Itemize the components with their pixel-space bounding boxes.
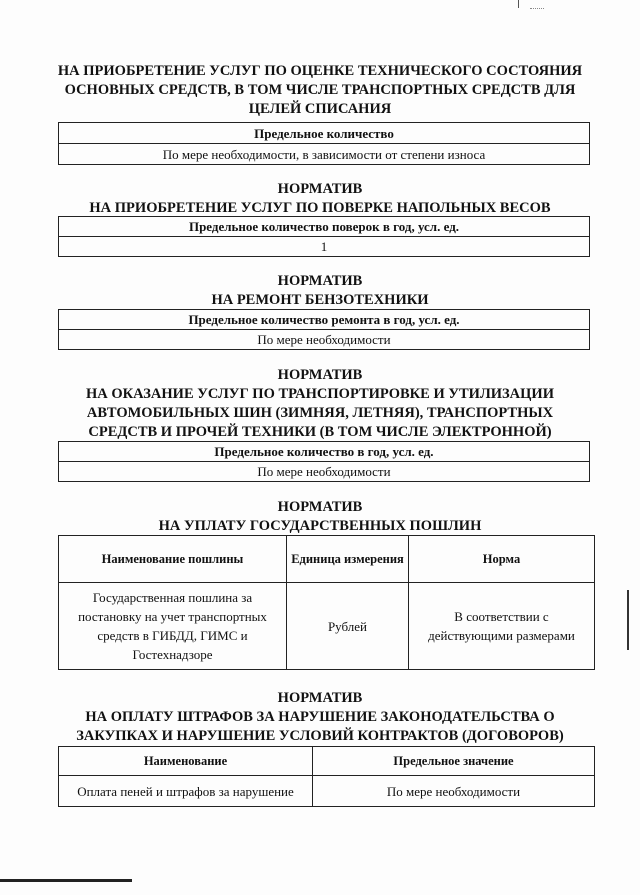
table-header-cell: Норма	[409, 536, 595, 583]
scan-artifact-top	[518, 0, 519, 8]
section-2-table	[58, 216, 590, 257]
table-cell: Оплата пеней и штрафов за нарушение	[59, 776, 313, 807]
table-header-cell: Единица измерения	[287, 536, 409, 583]
title-line: ОСНОВНЫХ СРЕДСТВ, В ТОМ ЧИСЛЕ ТРАНСПОРТНЫХ СРЕДСТВ ДЛЯ	[64, 82, 576, 98]
table-cell: Рублей	[287, 583, 409, 670]
title-line: НОРМАТИВ	[277, 273, 363, 289]
table-cell: По мере необходимости	[59, 330, 590, 350]
title-line: НА ПРИОБРЕТЕНИЕ УСЛУГ ПО ПОВЕРКЕ НАПОЛЬНЫХ ВЕСОВ	[89, 200, 551, 216]
table-row	[59, 776, 595, 807]
table-cell: По мере необходимости, в зависимости от степени износа	[59, 144, 590, 165]
table-header-cell: Наименование пошлины	[59, 536, 287, 583]
title-line: НОРМАТИВ	[277, 690, 363, 706]
title-line: НА РЕМОНТ БЕНЗОТЕХНИКИ	[211, 292, 429, 308]
table-cell: По мере необходимости	[59, 462, 590, 482]
title-line: НА УПЛАТУ ГОСУДАРСТВЕННЫХ ПОШЛИН	[158, 518, 482, 534]
section-6-table	[58, 746, 595, 807]
table-header-cell: Предельное количество в год, усл. ед.	[59, 442, 590, 462]
section-5-title	[40, 498, 600, 536]
section-4-title	[40, 366, 600, 442]
table-cell: В соответствии с действующими размерами	[409, 583, 595, 670]
section-2-title	[40, 180, 600, 218]
scan-artifact-bottom-line	[0, 879, 132, 882]
scan-artifact-dots	[530, 8, 544, 10]
title-line: НОРМАТИВ	[277, 499, 363, 515]
table-cell: По мере необходимости	[313, 776, 595, 807]
section-3-title	[40, 272, 600, 310]
table-header-cell: Наименование	[59, 747, 313, 776]
table-cell: Государственная пошлина за постановку на учет транспортных средств в ГИБДД, ГИМС и Гостехнадзоре	[59, 583, 287, 670]
title-line: АВТОМОБИЛЬНЫХ ШИН (ЗИМНЯЯ, ЛЕТНЯЯ), ТРАНСПОРТНЫХ	[86, 405, 554, 421]
section-5-table	[58, 535, 595, 670]
section-3-table	[58, 309, 590, 350]
title-line: НОРМАТИВ	[277, 181, 363, 197]
table-header-cell: Предельное значение	[313, 747, 595, 776]
title-line: ЦЕЛЕЙ СПИСАНИЯ	[248, 101, 392, 117]
section-4-table	[58, 441, 590, 482]
title-line: НА ПРИОБРЕТЕНИЕ УСЛУГ ПО ОЦЕНКЕ ТЕХНИЧЕСКОГО СОСТОЯНИЯ	[57, 63, 583, 79]
table-header-cell: Предельное количество поверок в год, усл. ед.	[59, 217, 590, 237]
scan-artifact-right	[627, 590, 629, 650]
section-6-title	[40, 689, 600, 746]
title-line: НОРМАТИВ	[277, 367, 363, 383]
title-line: ЗАКУПКАХ И НАРУШЕНИЕ УСЛОВИЙ КОНТРАКТОВ (ДОГОВОРОВ)	[76, 728, 564, 744]
table-header-cell: Предельное количество ремонта в год, усл. ед.	[59, 310, 590, 330]
table-row	[59, 583, 595, 670]
title-line: НА ОКАЗАНИЕ УСЛУГ ПО ТРАНСПОРТИРОВКЕ И УТИЛИЗАЦИИ	[86, 386, 554, 402]
title-line: СРЕДСТВ И ПРОЧЕЙ ТЕХНИКИ (В ТОМ ЧИСЛЕ ЭЛЕКТРОННОЙ)	[88, 424, 552, 440]
title-line: НА ОПЛАТУ ШТРАФОВ ЗА НАРУШЕНИЕ ЗАКОНОДАТЕЛЬСТВА О	[85, 709, 555, 725]
section-1-table	[58, 122, 590, 165]
table-header-cell: Предельное количество	[59, 123, 590, 144]
section-1-title	[40, 62, 600, 119]
table-cell: 1	[59, 237, 590, 257]
